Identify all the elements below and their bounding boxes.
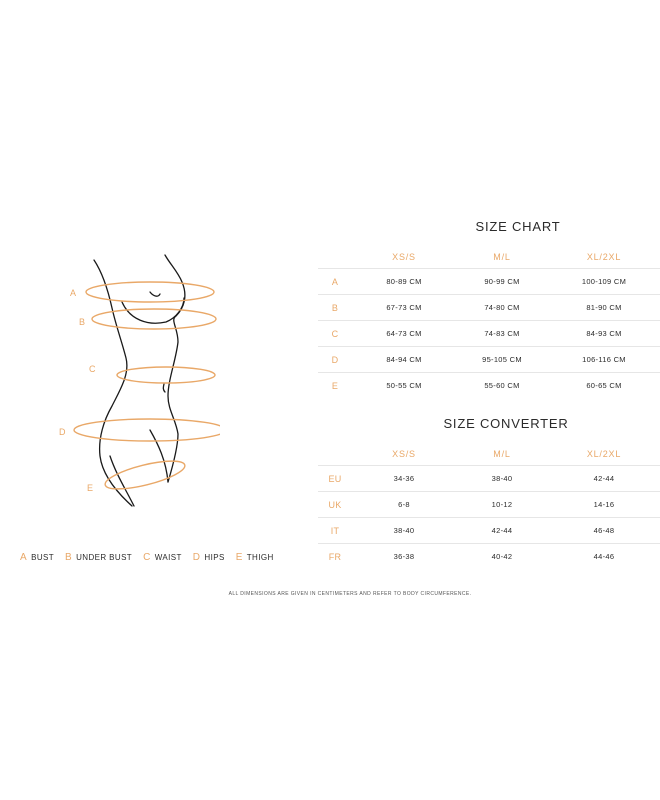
header-cell: XL/2XL (586, 449, 622, 459)
table-cell: 60-65 CM (586, 381, 622, 390)
table-cell: 95-105 CM (482, 355, 522, 364)
size-chart-table (318, 246, 660, 398)
header-cell: XS/S (392, 252, 416, 262)
legend-letter: D (192, 552, 201, 563)
row-key: IT (330, 525, 340, 536)
table-row (318, 372, 660, 398)
table-cell: 74-80 CM (484, 303, 520, 312)
table-cell: 40-42 (491, 552, 513, 561)
thigh-ring (103, 455, 187, 494)
legend-text: UNDER BUST (76, 553, 133, 562)
header-cell: XL/2XL (586, 252, 622, 262)
legend-letter: C (143, 552, 151, 563)
table-cell: 81-90 CM (586, 303, 622, 312)
table-cell: 44-46 (593, 552, 615, 561)
figure-label-b: B (79, 317, 86, 327)
table-cell: 106-116 CM (582, 355, 626, 364)
body-outline-illustration (50, 250, 220, 520)
header-cell: M/L (493, 449, 511, 459)
table-row (318, 346, 660, 372)
legend-letter: A (20, 552, 28, 563)
row-key: A (331, 276, 339, 287)
table-cell: 84-93 CM (586, 329, 622, 338)
table-row (318, 320, 660, 346)
row-key: C (331, 328, 339, 339)
table-cell: 55-60 CM (484, 381, 520, 390)
table-cell: 6-8 (398, 500, 410, 509)
figure-label-e: E (87, 483, 94, 493)
row-key: D (331, 354, 339, 365)
figure-label-c: C (89, 364, 96, 374)
row-key: EU (328, 473, 342, 484)
table-cell: 50-55 CM (386, 381, 422, 390)
row-key: E (331, 380, 339, 391)
table-cell: 10-12 (491, 500, 513, 509)
table-cell: 90-99 CM (484, 277, 520, 286)
table-cell: 38-40 (491, 474, 513, 483)
table-row (318, 491, 660, 517)
legend-letter: E (235, 552, 243, 563)
header-cell: XS/S (392, 449, 416, 459)
legend-text: THIGH (246, 553, 274, 562)
table-cell: 74-83 CM (484, 329, 520, 338)
table-cell: 84-94 CM (386, 355, 422, 364)
legend-item-thigh (236, 552, 274, 563)
table-cell: 42-44 (593, 474, 615, 483)
table-cell: 80-89 CM (386, 277, 422, 286)
size-chart-title: SIZE CHART (475, 219, 561, 234)
table-row (318, 517, 660, 543)
header-cell: M/L (493, 252, 511, 262)
legend-text: HIPS (204, 553, 225, 562)
table-row (318, 465, 660, 491)
table-cell: 14-16 (593, 500, 615, 509)
table-cell: 38-40 (393, 526, 415, 535)
waist-ring (117, 367, 215, 383)
table-row (318, 543, 660, 569)
row-key: UK (328, 499, 342, 510)
table-cell: 36-38 (393, 552, 415, 561)
measurement-legend (20, 552, 285, 563)
table-cell: 42-44 (491, 526, 513, 535)
row-key: B (331, 302, 339, 313)
table-cell: 34-36 (393, 474, 415, 483)
legend-letter: B (65, 552, 73, 563)
under-bust-ring (92, 309, 216, 329)
figure-label-a: A (70, 288, 77, 298)
row-key: FR (328, 551, 342, 562)
legend-text: WAIST (154, 553, 182, 562)
footnote: ALL DIMENSIONS ARE GIVEN IN CENTIMETERS AND REFER TO BODY CIRCUMFERENCE. (228, 591, 472, 597)
legend-item-waist (143, 552, 182, 563)
table-cell: 64-73 CM (386, 329, 422, 338)
table-cell: 46-48 (593, 526, 615, 535)
table-cell: 100-109 CM (581, 277, 627, 286)
size-converter-title: SIZE CONVERTER (443, 416, 569, 431)
table-header (318, 246, 660, 268)
legend-item-bust (20, 552, 54, 563)
size-converter-table (318, 443, 660, 569)
table-row (318, 268, 660, 294)
body-measurement-figure (50, 250, 220, 520)
legend-text: BUST (31, 553, 55, 562)
legend-item-hips (193, 552, 225, 563)
table-header (318, 443, 660, 465)
table-row (318, 294, 660, 320)
figure-label-d: D (59, 427, 66, 437)
hips-ring (74, 419, 220, 441)
legend-item-under-bust (65, 552, 132, 563)
table-cell: 67-73 CM (386, 303, 422, 312)
